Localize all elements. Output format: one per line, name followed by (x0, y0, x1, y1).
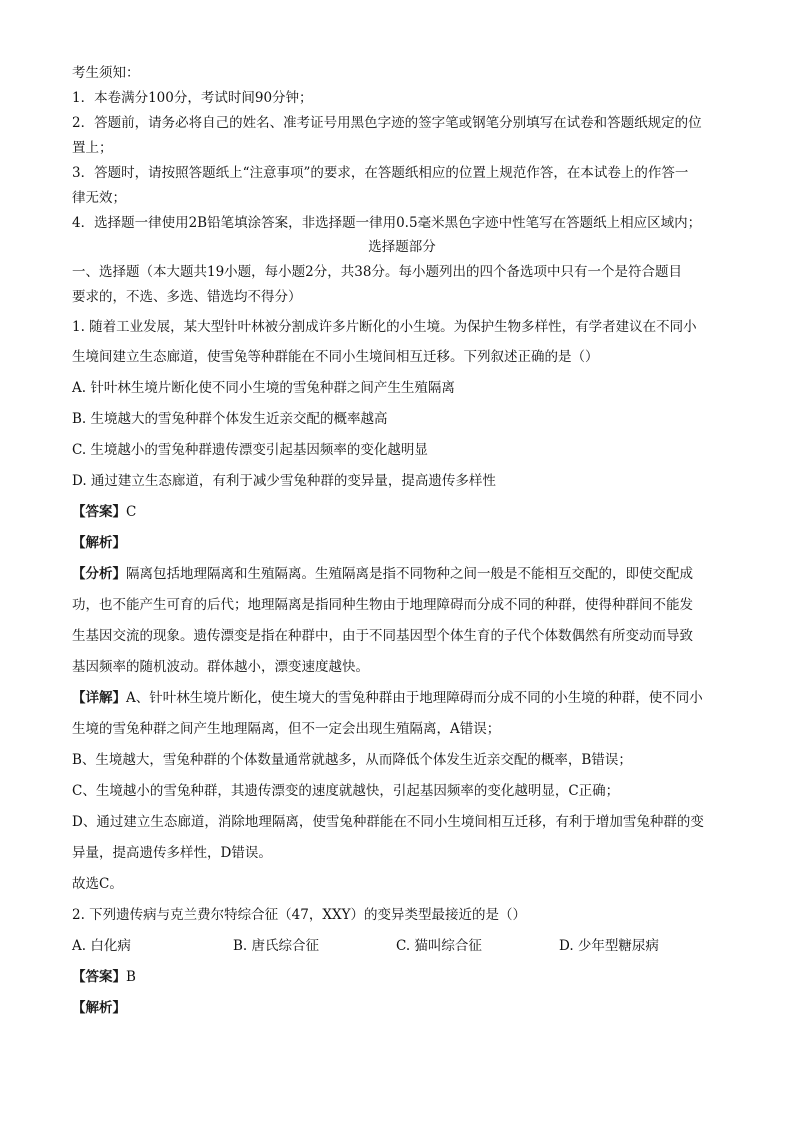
answer-label: 【答案】 (72, 969, 126, 985)
q1-answer (72, 501, 136, 523)
q1-stem: 生境间建立生态廊道，使雪兔等种群能在不同小生境间相互迁移。下列叙述正确的是（） (72, 349, 599, 365)
answer-value: C (126, 504, 137, 520)
q2-analysis-label: 【解析】 (72, 1000, 126, 1016)
q2-option-b: B. 唐氏综合征 (233, 938, 320, 954)
q1-xiangjie-line: B、生境越大，雪兔种群的个体数量通常就越多，从而降低个体发生近亲交配的概率，B错误； (72, 752, 632, 768)
q1-xiangjie-line: C、生境越小的雪兔种群，其遗传漂变的速度就越快，引起基因频率的变化越明显，C正确； (72, 783, 620, 799)
q2-options (72, 935, 732, 957)
q2-option-a: A. 白化病 (72, 938, 131, 954)
notice-item: 律无效； (72, 190, 126, 206)
q1-fenxi-line: 基因频率的随机波动。群体越小，漂变速度越快。 (72, 659, 369, 675)
q2-answer (72, 966, 136, 988)
xiangjie-text: A、针叶林生境片断化，使生境大的雪兔种群由于地理障碍而分成不同的小生境的种群，使不同小 (126, 690, 703, 706)
q1-option-d: D. 通过建立生态廊道，有利于减少雪兔种群的变异量，提高遗传多样性 (72, 473, 496, 489)
q2-stem: 2. 下列遗传病与克兰费尔特综合征（47，XXY）的变异类型最接近的是（） (72, 907, 526, 923)
xiangjie-label: 【详解】 (72, 690, 126, 706)
part-heading: 要求的，不选、多选、错选均不得分） (72, 289, 302, 305)
q1-fenxi-line: 功，也不能产生可育的后代；地理隔离是指同种生物由于地理障碍而分成不同的种群，使得种群间不能发 (72, 597, 693, 613)
q1-fenxi (72, 563, 693, 585)
answer-value: B (126, 969, 136, 985)
q1-xiangjie-line: 异量，提高遗传多样性，D错误。 (72, 845, 272, 861)
fenxi-text: 隔离包括地理隔离和生殖隔离。生殖隔离是指不同物种之间一般是不能相互交配的，即使交配成 (126, 566, 693, 582)
q1-option-c: C. 生境越小的雪兔种群遗传漂变引起基因频率的变化越明显 (72, 442, 428, 458)
fenxi-label: 【分析】 (72, 566, 126, 582)
q1-analysis-label: 【解析】 (72, 535, 126, 551)
q1-conclusion: 故选C。 (72, 876, 123, 892)
q1-stem: 1. 随着工业发展，某大型针叶林被分割成许多片断化的小生境。为保护生物多样性，有学者建议在不同小 (72, 319, 697, 335)
q1-xiangjie-line: 生境的雪兔种群之间产生地理隔离，但不一定会出现生殖隔离，A错误； (72, 721, 501, 737)
q2-option-d: D. 少年型糖尿病 (559, 938, 659, 954)
notice-item: 置上； (72, 140, 113, 156)
section-title: 选择题部分 (368, 239, 436, 255)
notice-item: 3．答题时，请按照答题纸上“注意事项”的要求，在答题纸相应的位置上规范作答，在本试卷上的作答一 (72, 165, 689, 181)
q1-xiangjie-line: D、通过建立生态廊道，消除地理隔离，使雪兔种群能在不同小生境间相互迁移，有利于增加雪兔种群的变 (72, 814, 704, 830)
q1-xiangjie (72, 687, 703, 709)
notice-item: 1．本卷满分100分，考试时间90分钟； (72, 90, 313, 106)
q1-option-b: B. 生境越大的雪兔种群个体发生近亲交配的概率越高 (72, 411, 388, 427)
answer-label: 【答案】 (72, 504, 126, 520)
notice-item: 2．答题前，请务必将自己的姓名、准考证号用黑色字迹的签字笔或钢笔分别填写在试卷和答题纸规定的位 (72, 115, 702, 131)
notice-title: 考生须知： (72, 65, 140, 81)
q2-option-c: C. 猫叫综合征 (396, 938, 482, 954)
q1-option-a: A. 针叶林生境片断化使不同小生境的雪兔种群之间产生生殖隔离 (72, 380, 455, 396)
notice-item: 4．选择题一律使用2B铅笔填涂答案，非选择题一律用0.5毫米黑色字迹中性笔写在答题纸上相应区域内； (72, 215, 702, 231)
part-heading: 一、选择题（本大题共19小题，每小题2分，共38分。每小题列出的四个备选项中只有一个是符合题目 (72, 264, 682, 280)
q1-fenxi-line: 生基因交流的现象。遗传漂变是指在种群中，由于不同基因型个体生育的子代个体数偶然有所变动而导致 (72, 628, 693, 644)
